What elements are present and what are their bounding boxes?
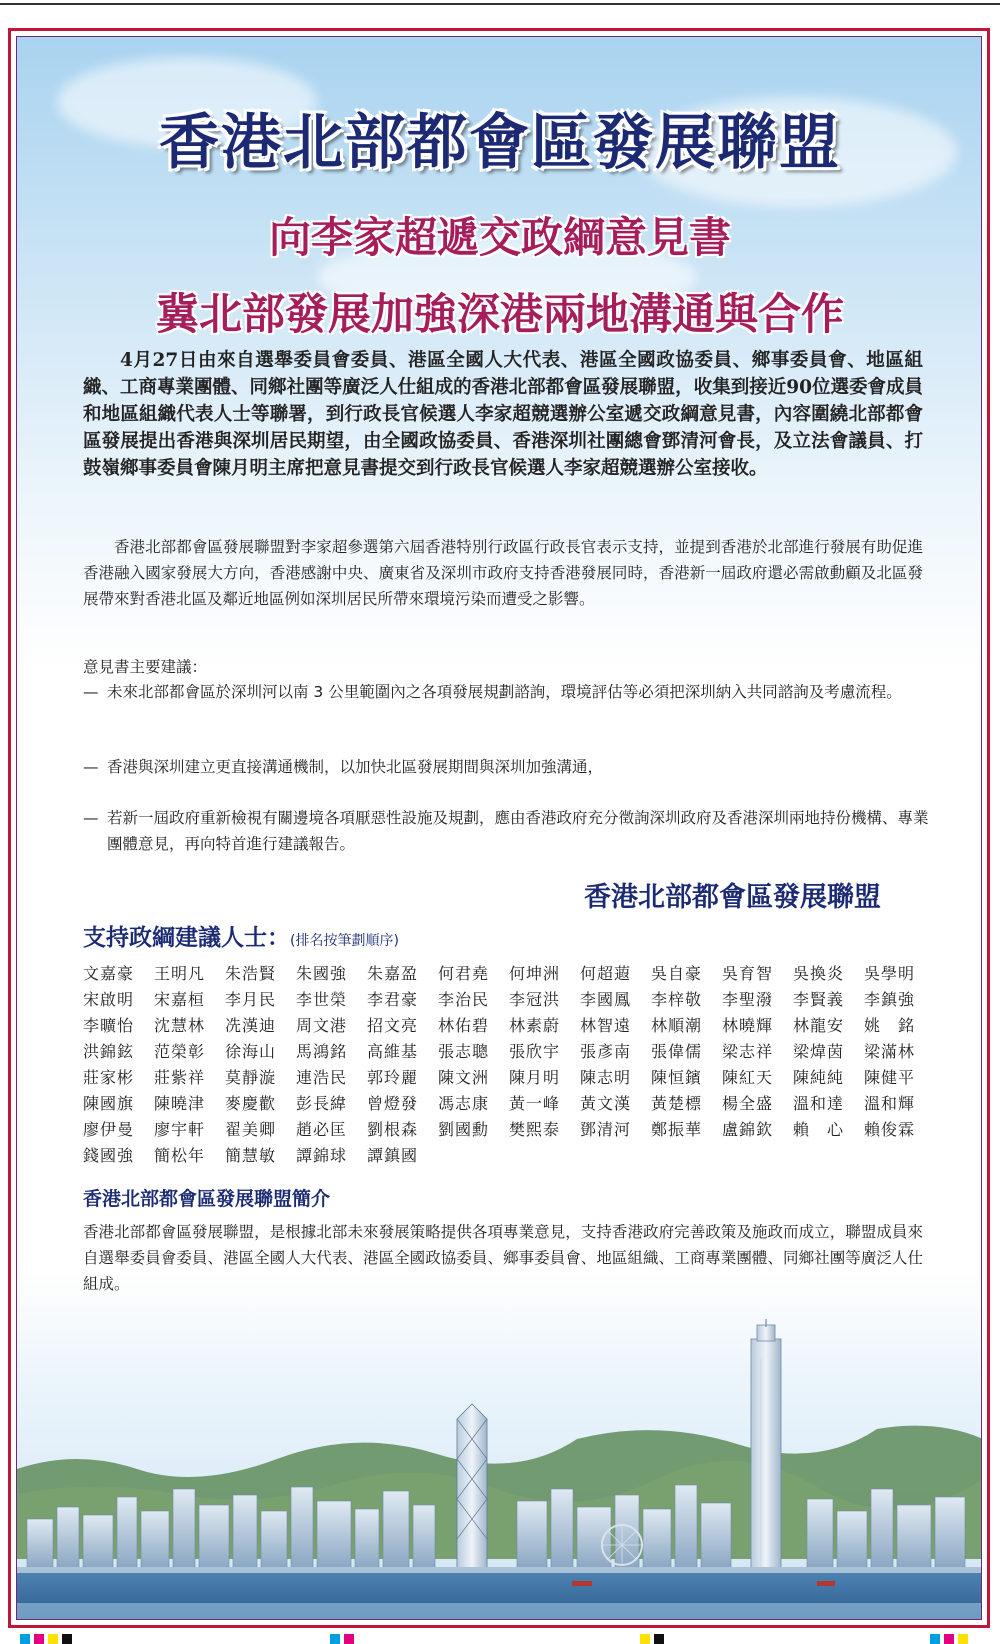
supporter-name: 陳國旗 [83, 1094, 135, 1113]
supporter-name: 樊熙泰 [509, 1120, 561, 1139]
supporter-name: 林佑碧 [438, 1016, 490, 1035]
supporter-name: 黃文漢 [580, 1094, 632, 1113]
supporter-name: 陳健平 [864, 1068, 916, 1087]
supporter-name: 廖宇軒 [154, 1120, 206, 1139]
top-rule [0, 3, 1000, 5]
supporter-name: 馮志康 [438, 1094, 490, 1113]
supporter-name: 李國鳳 [580, 990, 632, 1009]
supporter-name: 范榮彰 [154, 1042, 206, 1061]
supporter-name: 連浩民 [296, 1068, 348, 1087]
supporter-name: 李賢義 [793, 990, 845, 1009]
supporters-title: 支持政綱建議人士： [83, 924, 290, 951]
supporter-name: 姚 銘 [864, 1016, 916, 1035]
supporter-name: 吳換炎 [793, 964, 845, 983]
supporter-name: 張志聰 [438, 1042, 490, 1061]
supporter-name: 廖伊曼 [83, 1120, 135, 1139]
supporter-name: 趙必匡 [296, 1120, 348, 1139]
supporter-name: 李世榮 [296, 990, 348, 1009]
supporter-name: 劉國勳 [438, 1120, 490, 1139]
supporter-name: 高維基 [367, 1042, 419, 1061]
supporter-name: 張欣宇 [509, 1042, 561, 1061]
hong-kong-skyline-illustration [17, 1319, 982, 1619]
signature-organisation: 香港北部都會區發展聯盟 [584, 882, 881, 913]
dash-marker: — [83, 758, 99, 776]
supporter-name: 陳志明 [580, 1068, 632, 1087]
supporter-name: 沈慧林 [154, 1016, 206, 1035]
supporter-name: 陳曉津 [154, 1094, 206, 1113]
supporter-name: 楊全盛 [722, 1094, 774, 1113]
supporter-name: 溫和達 [793, 1094, 845, 1113]
supporter-name: 張彥南 [580, 1042, 632, 1061]
supporter-name: 賴俊霖 [864, 1120, 916, 1139]
supporter-name: 簡松年 [154, 1146, 206, 1165]
supporter-name: 徐海山 [225, 1042, 277, 1061]
supporter-name: 曾燈發 [367, 1094, 419, 1113]
headline-title: 香港北部都會區發展聯盟 [159, 108, 841, 178]
supporter-name: 莊紫祥 [154, 1068, 206, 1087]
supporter-name: 盧錦欽 [722, 1120, 774, 1139]
dash-marker: — [83, 809, 99, 827]
supporter-name: 溫和輝 [864, 1094, 916, 1113]
suggestions-heading: 意見書主要建議： [83, 658, 208, 676]
supporter-name: 譚鎮國 [367, 1146, 419, 1165]
supporter-name: 譚錦球 [296, 1146, 348, 1165]
subtitle-line-2: 冀北部發展加強深港兩地溝通與合作 [156, 290, 844, 340]
supporter-name: 陳文洲 [438, 1068, 490, 1087]
supporter-name: 錢國強 [83, 1146, 135, 1165]
subtitle-line-1: 向李家超遞交政綱意見書 [268, 213, 731, 262]
supporter-name: 招文亮 [367, 1016, 419, 1035]
supporter-name: 簡慧敏 [225, 1146, 277, 1165]
dash-marker: — [83, 683, 99, 701]
supporter-name: 李治民 [438, 990, 490, 1009]
supporter-name: 黃楚標 [651, 1094, 703, 1113]
supporter-name: 陳純純 [793, 1068, 845, 1087]
supporter-name: 李君豪 [367, 990, 419, 1009]
supporter-name: 洪錦鉉 [83, 1042, 135, 1061]
supporter-name: 朱嘉盈 [367, 964, 419, 983]
lead-paragraph: 4月27日由來自選舉委員會委員、港區全國人大代表、港區全國政協委員、鄉事委員會、地區組織、工商專業團體、同鄉社團等廣泛人仕組成的香港北部都會區發展聯盟，收集到接近90位選委會成員和地區組織代表人士等聯署，到行政長官候選人李家超競選辦公室遞交政綱意見書，內容圍繞北部都會區發展提出香港與深圳居民期望，由全國政協委員、香港深圳社團總會鄧清河會長，及立法會議員、打鼓嶺鄉事委員會陳月明主席把意見書提交到行政長官候選人李家超競選辦公室接收。 [83, 350, 923, 479]
supporter-name: 林順潮 [651, 1016, 703, 1035]
supporter-name: 李聖潑 [722, 990, 774, 1009]
supporter-name: 莊家彬 [83, 1068, 135, 1087]
supporter-name: 冼漢迪 [225, 1016, 277, 1035]
supporter-name: 翟美卿 [225, 1120, 277, 1139]
supporter-name: 周文港 [296, 1016, 348, 1035]
supporter-name: 朱國強 [296, 964, 348, 983]
supporter-name: 何君堯 [438, 964, 490, 983]
supporter-name: 梁志祥 [722, 1042, 774, 1061]
supporter-name: 郭玲麗 [367, 1068, 419, 1087]
supporter-name: 李月民 [225, 990, 277, 1009]
supporter-name: 李鎮強 [864, 990, 916, 1009]
supporter-name: 王明凡 [154, 964, 206, 983]
supporter-name: 陳紅天 [722, 1068, 774, 1087]
supporter-name: 莫靜漩 [225, 1068, 277, 1087]
suggestion-item: — 香港與深圳建立更直接溝通機制，以加快北區發展期間與深圳加強溝通， [83, 754, 933, 780]
supporter-name: 陳恒鑌 [651, 1068, 703, 1087]
supporter-name: 林龍安 [793, 1016, 845, 1035]
advertisement-panel [16, 36, 982, 1620]
intro-heading: 香港北部都會區發展聯盟簡介 [83, 1188, 331, 1210]
supporter-name: 李冠洪 [509, 990, 561, 1009]
supporter-name: 文嘉豪 [83, 964, 135, 983]
supporter-name: 賴 心 [793, 1120, 845, 1139]
supporter-name: 馬鴻銘 [296, 1042, 348, 1061]
supporter-name: 鄧清河 [580, 1120, 632, 1139]
supporter-name: 梁煒茵 [793, 1042, 845, 1061]
supporter-name: 李梓敬 [651, 990, 703, 1009]
supporter-name: 李曠怡 [83, 1016, 135, 1035]
supporter-name: 麥慶歡 [225, 1094, 277, 1113]
supporter-name: 宋啟明 [83, 990, 135, 1009]
suggestion-item: — 若新一屆政府重新檢視有關邊境各項厭惡性設施及規劃，應由香港政府充分徵詢深圳政府及香港深圳兩地持份機構、專業團體意見，再向特首進行建議報告。 [83, 805, 933, 857]
supporter-name: 劉根森 [367, 1120, 419, 1139]
supporter-name: 黃一峰 [509, 1094, 561, 1113]
supporter-name: 陳月明 [509, 1068, 561, 1087]
supporter-name: 林素蔚 [509, 1016, 561, 1035]
supporter-name: 梁滿林 [864, 1042, 916, 1061]
supporters-heading [83, 919, 399, 952]
supporter-name: 吳學明 [864, 964, 916, 983]
supporter-name: 吳自豪 [651, 964, 703, 983]
supporters-order-note: (排名按筆劃順序) [290, 933, 399, 949]
print-color-bar [0, 1630, 1000, 1644]
supporter-name: 宋嘉桓 [154, 990, 206, 1009]
supporter-name: 林曉輝 [722, 1016, 774, 1035]
supporter-name: 彭長緯 [296, 1094, 348, 1113]
supporter-name: 何超蕸 [580, 964, 632, 983]
supporter-name: 林智遠 [580, 1016, 632, 1035]
supporter-name: 鄭振華 [651, 1120, 703, 1139]
supporter-name: 何坤洲 [509, 964, 561, 983]
intro-body: 香港北部都會區發展聯盟，是根據北部未來發展策略提供各項專業意見，支持香港政府完善政策及施政而成立，聯盟成員來自選舉委員會委員、港區全國人大代表、港區全國政協委員、鄉事委員會、地區組織、工商專業團體、同鄉社團等廣泛人仕組成。 [83, 1223, 923, 1293]
support-paragraph: 香港北部都會區發展聯盟對李家超參選第六屆香港特別行政區行政長官表示支持，並提到香港於北部進行發展有助促進香港融入國家發展大方向，香港感謝中央、廣東省及深圳市政府支持香港發展同時，香港新一屆政府還必需啟動顧及北區發展帶來對香港北區及鄰近地區例如深圳居民所帶來環境污染而遭受之影響。 [83, 538, 923, 608]
supporter-name: 吳育智 [722, 964, 774, 983]
suggestion-item: — 未來北部都會區於深圳河以南 3 公里範圍內之各項發展規劃諮詢，環境評估等必須把深圳納入共同諮詢及考慮流程。 [83, 679, 933, 705]
supporter-name: 朱浩賢 [225, 964, 277, 983]
supporter-name: 張偉儒 [651, 1042, 703, 1061]
